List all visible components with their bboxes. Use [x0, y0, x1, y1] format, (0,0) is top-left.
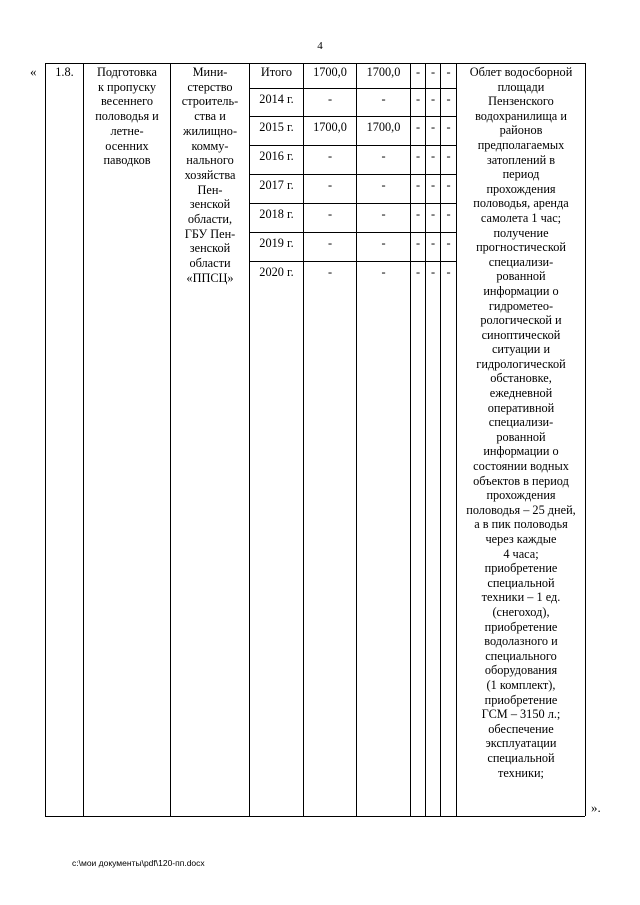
column-divider	[356, 63, 357, 816]
funding-source-1: -	[415, 178, 421, 192]
expected-result: Облет водосборной площади Пензенского водохранилища и районов предполагаемых затоплений в период прохождения половодья, аренда самолета 1 час; получение прогностической специализи- рованной информации о гидрометео- рологической и синоптической ситуации и гидрологической обстановке, ежедневной оперативной специализи- рованной информации о состоянии водных объектов в период прохождения половодья – 25 дней, а в пик половодья через каждые 4 часа; приобретение специальной техники – 1 ед. (снегоход), приобретение водолазного и специального оборудования (1 комплект), приобретение ГСМ – 3150 л.; обеспечение эксплуатации специальной техники;	[466, 65, 576, 780]
activity-name: Подготовка к пропуску весеннего половодья и летне- осенних паводков	[95, 65, 159, 168]
funding-source-1: -	[415, 120, 421, 134]
year-row-divider	[249, 174, 456, 175]
total-funding: 1700,0	[313, 120, 347, 134]
funding-source-1: -	[415, 236, 421, 250]
table-border-bottom	[45, 816, 585, 817]
document-file-path: c:\мои документы\pdf\120-пп.docx	[72, 858, 205, 868]
year-label: 2016 г.	[259, 149, 294, 163]
year-label: 2018 г.	[259, 207, 294, 221]
funding-source-3: -	[446, 120, 451, 134]
total-funding: -	[327, 236, 333, 250]
responsible-executor: Мини- стерство строитель- ства и жилищно- комму- нального хозяйства Пен- зенской области, ГБУ Пен- зенской области «ППСЦ»	[181, 65, 239, 285]
year-label: 2017 г.	[259, 178, 294, 192]
regional-budget: -	[381, 236, 386, 250]
year-row-divider	[249, 232, 456, 233]
total-funding: -	[327, 178, 333, 192]
funding-source-2: -	[430, 265, 436, 279]
table-border-left	[45, 63, 46, 816]
funding-source-1: -	[415, 65, 421, 79]
funding-source-1: -	[415, 149, 421, 163]
year-label: 2019 г.	[259, 236, 294, 250]
funding-source-3: -	[446, 149, 451, 163]
table-border-right	[585, 63, 586, 816]
total-funding: -	[327, 207, 333, 221]
column-divider	[83, 63, 84, 816]
regional-budget: -	[381, 178, 386, 192]
funding-source-3: -	[446, 92, 451, 106]
funding-source-1: -	[415, 265, 421, 279]
funding-source-2: -	[430, 207, 436, 221]
opening-quote: «	[30, 64, 37, 79]
regional-budget: 1700,0	[366, 65, 401, 79]
page-number: 4	[317, 40, 323, 52]
funding-source-2: -	[430, 92, 436, 106]
funding-source-2: -	[430, 149, 436, 163]
regional-budget: -	[381, 265, 386, 279]
funding-source-2: -	[430, 236, 436, 250]
year-row-divider	[249, 88, 456, 89]
column-divider	[440, 63, 441, 816]
year-row-divider	[249, 145, 456, 146]
total-funding: -	[327, 92, 333, 106]
column-divider	[249, 63, 250, 816]
column-divider	[410, 63, 411, 816]
year-label: Итого	[260, 65, 293, 79]
year-label: 2020 г.	[259, 265, 294, 279]
funding-source-3: -	[446, 265, 451, 279]
funding-source-2: -	[430, 178, 436, 192]
table-border-top	[45, 63, 585, 64]
funding-source-1: -	[415, 207, 421, 221]
funding-source-3: -	[446, 65, 451, 79]
funding-source-2: -	[430, 65, 436, 79]
row-number: 1.8.	[55, 65, 74, 79]
column-divider	[425, 63, 426, 816]
total-funding: -	[327, 149, 333, 163]
total-funding: -	[327, 265, 333, 279]
funding-source-3: -	[446, 236, 451, 250]
regional-budget: -	[381, 207, 386, 221]
funding-source-1: -	[415, 92, 421, 106]
regional-budget: -	[381, 149, 386, 163]
funding-source-3: -	[446, 207, 451, 221]
year-row-divider	[249, 116, 456, 117]
closing-quote: ».	[591, 800, 601, 815]
year-row-divider	[249, 203, 456, 204]
regional-budget: 1700,0	[366, 120, 401, 134]
year-row-divider	[249, 261, 456, 262]
funding-source-3: -	[446, 178, 451, 192]
year-label: 2015 г.	[259, 120, 294, 134]
year-label: 2014 г.	[259, 92, 294, 106]
funding-source-2: -	[430, 120, 436, 134]
column-divider	[303, 63, 304, 816]
regional-budget: -	[381, 92, 386, 106]
total-funding: 1700,0	[313, 65, 347, 79]
